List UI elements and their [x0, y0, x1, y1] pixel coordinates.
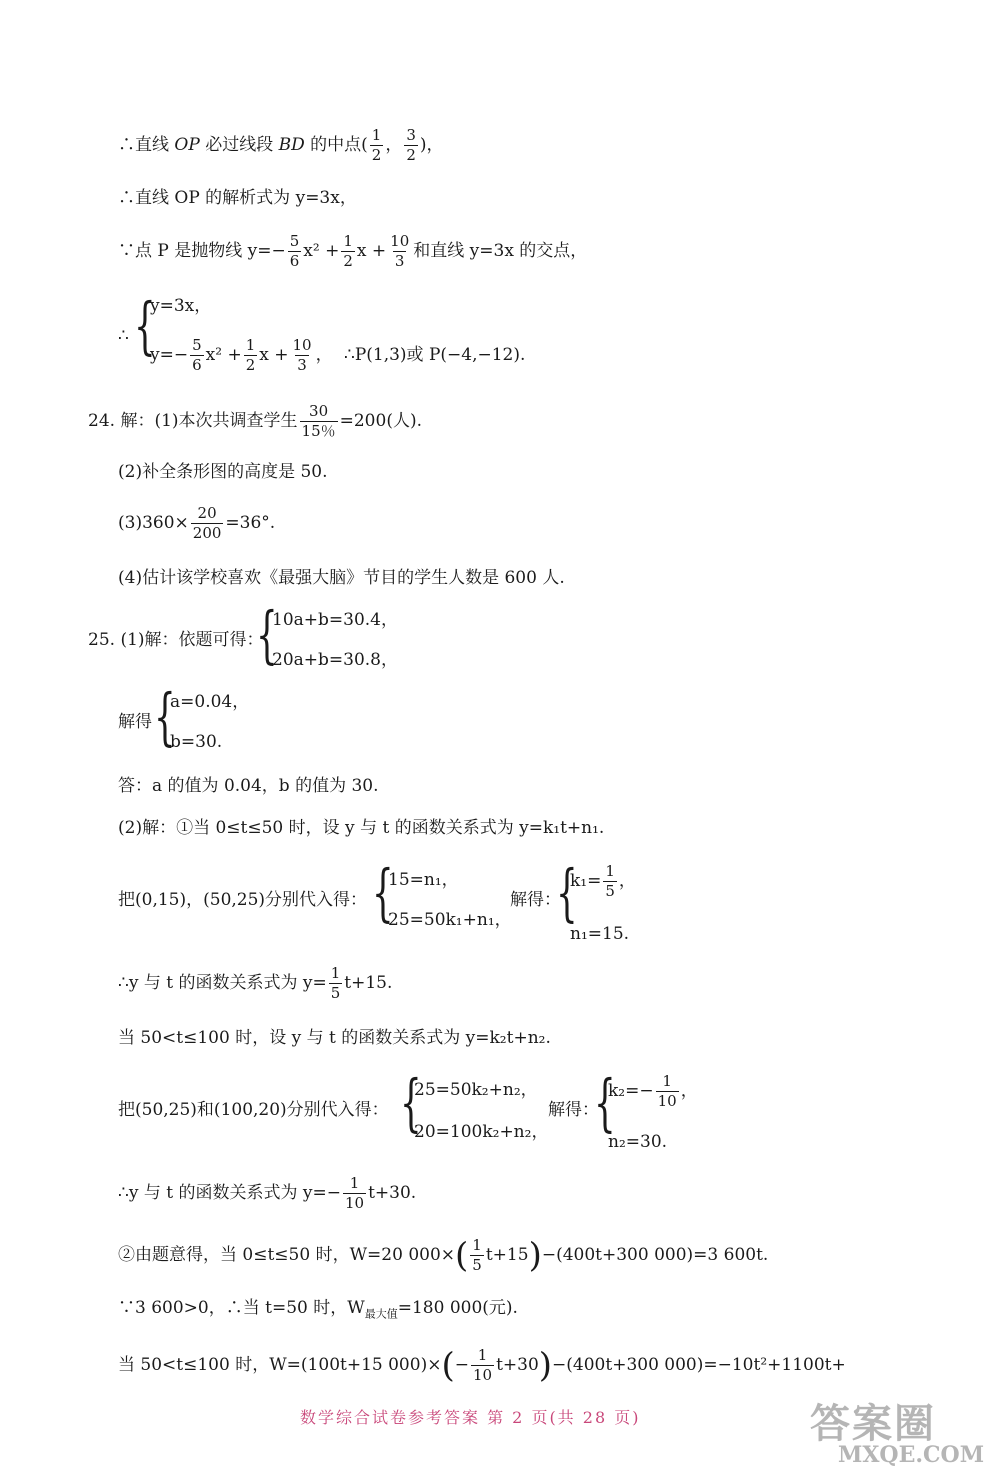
text: 必过线段 [205, 135, 274, 155]
profit-case-1: ②由题意得，当 0≤t≤50 时，W=20 000×( $\frac{1}{5}$ t+15)−(400t+300 000)=3 600t. [118, 1235, 769, 1276]
profit-case-2: 当 50<t≤100 时，W=(100t+15 000)×(− $\frac{1}{10}$ t+30)−(400t+300 000)=−10t²+1100t+ [118, 1345, 846, 1386]
text: BD [278, 135, 305, 155]
brace: { [372, 856, 394, 929]
solve-label: 解得： [510, 890, 561, 910]
system-eq-2: y=− $\frac{5}{6}$ x² + $\frac{1}{2}$ x + $\frac{10}{3}$ ， ∴P(1,3)或 P(−4,−12). [150, 336, 526, 374]
solve-label: 解得： [548, 1100, 599, 1120]
substitute-1: 把(0,15)，(50,25)分别代入得： [118, 890, 368, 910]
line-intersection: ∵点 P 是抛物线 y=− $\frac{5}{6}$ x² + $\frac{1}{2}$ x + $\frac{10}{3}$ 和直线 y=3x 的交点， [118, 232, 588, 270]
substitute-2: 把(50,25)和(100,20)分别代入得： [118, 1100, 389, 1120]
therefore-sign: ∴ [118, 326, 129, 346]
q24-part3: (3)360× $\frac{20}{200}$ =36°. [118, 504, 276, 542]
fraction: $\frac{3}{2}$ [406, 126, 416, 164]
system-eq-1: y=3x， [150, 296, 212, 316]
result-b: b=30. [170, 732, 223, 752]
result-n2: n₂=30. [608, 1132, 668, 1152]
result-k2: k₂=− $\frac{1}{10}$ ， [608, 1072, 698, 1110]
system-eq-1: 15=n₁， [388, 870, 459, 890]
result-k1: k₁= $\frac{1}{5}$ ， [570, 862, 636, 900]
fraction: $\frac{1}{2}$ [371, 126, 382, 164]
q24-part4: (4)估计该学校喜欢《最强大脑》节目的学生人数是 600 人. [118, 568, 565, 588]
q25-answer: 答：a 的值为 0.04，b 的值为 30. [118, 776, 379, 796]
system-eq-1: 25=50k₂+n₂， [414, 1080, 538, 1100]
text: ∴直线 [118, 135, 169, 155]
q24-part1: 24. 解：(1)本次共调查学生 $\frac{30}{15\%}$ =200(人). [88, 402, 422, 440]
brace: { [154, 680, 176, 753]
system-eq-1: 10a+b=30.4， [272, 610, 398, 630]
q24-part2: (2)补全条形图的高度是 50. [118, 462, 328, 482]
brace: { [594, 1066, 616, 1139]
watermark-url: MXQE.COM [838, 1442, 985, 1468]
system-eq-2: 25=50k₁+n₁， [388, 910, 512, 930]
text: 的中点( [310, 135, 368, 155]
system-eq-2: 20=100k₂+n₂， [414, 1122, 549, 1142]
q25-part2-intro: (2)解：①当 0≤t≤50 时，设 y 与 t 的函数关系式为 y=k₁t+n₁. [118, 818, 605, 838]
profit-max-1: ∵3 600>0，∴当 t=50 时，$W_{最大值}=180$ 000(元). [118, 1298, 518, 1321]
brace: { [400, 1066, 422, 1139]
result-a: a=0.04， [170, 692, 250, 712]
text: OP [174, 135, 200, 155]
line-midpoint: ∴直线 OP 必过线段 BD 的中点( $\frac{1}{2}$ ， $\frac{3}{2}$ )， [118, 126, 444, 164]
q25-part1-label: 25. (1)解：依题可得： [88, 630, 264, 650]
system-eq-2: 20a+b=30.8， [272, 650, 398, 670]
page-footer: 数学综合试卷参考答案 第 2 页(共 28 页) [300, 1408, 641, 1427]
brace: { [256, 598, 278, 671]
case-2-intro: 当 50<t≤100 时，设 y 与 t 的函数关系式为 y=k₂t+n₂. [118, 1028, 551, 1048]
result-function-1: ∴y 与 t 的函数关系式为 y= $\frac{1}{5}$ t+15. [118, 964, 393, 1002]
watermark-logo: 答案圈 [810, 1400, 936, 1447]
result-n1: n₁=15. [570, 924, 630, 944]
result-function-2: ∴y 与 t 的函数关系式为 y=− $\frac{1}{10}$ t+30. [118, 1174, 417, 1212]
solve-label: 解得 [118, 712, 152, 732]
line-op-formula: ∴直线 OP 的解析式为 y=3x， [118, 188, 357, 208]
brace: { [556, 856, 578, 929]
brace: { [134, 289, 156, 362]
